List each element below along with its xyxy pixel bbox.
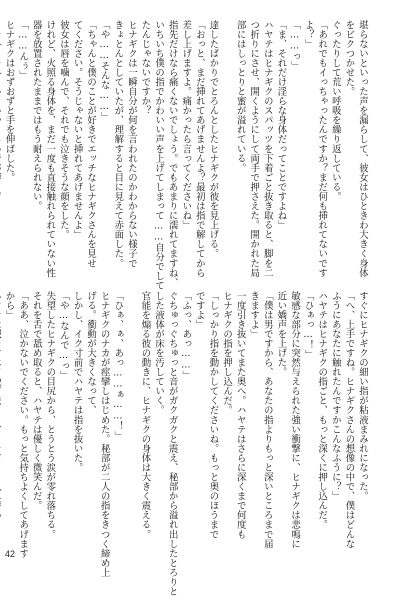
text-line: 「ちゃんと僕のことが好きでエッチなヒナギクさんを見せ xyxy=(85,20,97,269)
text-line: から」 xyxy=(3,291,15,320)
text-line: きますよ」 xyxy=(248,291,260,339)
text-line: 堪らないといった声を漏らして、彼女はひときわ大きく身体 xyxy=(357,20,368,278)
text-line xyxy=(0,20,2,275)
text-line: 「や……そんな……」 xyxy=(98,20,110,122)
text-line: 「ひぁ、ぁ、あっ……ぁ……！」 xyxy=(112,291,124,441)
text-line: 器を放置されたままではもう耐えられない。 xyxy=(30,20,42,211)
text-line: 失望したヒナギクの目尻から、とうとう涙が零れ落ちる。 xyxy=(44,291,56,540)
text-line: ぐったりして荒い呼吸を繰り返している。 xyxy=(329,20,341,202)
text-line: 部にはしっとりと蜜が溢れている。 xyxy=(234,20,246,173)
text-line xyxy=(219,20,233,275)
text-line: 一度引き抜いてまた奥へ。ハヤテはさらに深くまで何度も xyxy=(234,291,246,540)
text-line: ハヤテはヒナギクのスパッツを下着ごと抜き取ると、脚を二 xyxy=(261,20,273,278)
text-line: 差し上げますよ。痛かったら言ってくださいね」 xyxy=(180,20,192,230)
page-number: 42 xyxy=(5,549,16,559)
text-line: 「あれでもイっちゃったんですか？まだ何も挿れてないです xyxy=(316,20,328,278)
text-line: 近い嬌声を上げた。 xyxy=(275,291,287,377)
text-line: ハヤテはヒナギクの指ごと、もっと深くに押し込んだ。 xyxy=(316,291,328,530)
text-line: きょとんとしていたが、理解すると目に見えて赤面した。 xyxy=(112,20,124,269)
text-line: それを舌で舐め取ると、ハヤテは優しく微笑んだ。 xyxy=(30,291,42,511)
text-line: てください。そうじゃないと挿れてあげませんよ」 xyxy=(71,20,83,240)
text-line: 「……っ」 xyxy=(289,20,301,71)
text-line: 官能を煽る彼の動きに、ヒナギクの身体は大きく震える。 xyxy=(139,291,151,540)
text-line: よ？」 xyxy=(302,20,314,49)
text-line: ヒナギクはおずおずと手を伸ばした。 xyxy=(3,20,15,183)
text-line: 「しっかり指を動かしてくださいね。もっと奥のほうまで xyxy=(207,291,219,540)
text-line: しかし、イク寸前でハヤテは指を抜いた。 xyxy=(71,291,83,473)
text-block-top xyxy=(3,20,369,291)
text-line: 指先だけなら痛くないでしょう。でもあまりに濡れてますね、 xyxy=(166,20,178,288)
text-line: 「や…なんで…っ」 xyxy=(57,291,69,381)
text-line: 達したばかりでとろんとしたヒナギクが彼を見上げる。 xyxy=(207,20,219,259)
text-line: 「……んぅ」 xyxy=(17,20,29,81)
text-line: 「ひぁっ…！」 xyxy=(302,291,314,360)
text-line: をビクつかせた。 xyxy=(343,20,355,97)
text-line: ヒナギクは一瞬自分が何を言われたのかわからない様子で xyxy=(125,20,137,269)
text-line: ヒナギクのナカが痙攣しはじめた。秘部が二人の指をきつく締め上 xyxy=(98,291,110,578)
text-line: 「ま、それだけ淫らな身体だってことですよね」 xyxy=(275,20,287,230)
text-line: 「おっと、まだ挿れてあげませんよ？最初は指で解してから xyxy=(193,20,205,278)
text-line: 彼女は唇を噛んで、それでも泣きそうな顔をした。 xyxy=(57,20,69,240)
text-line: ヒナギクの指を押し込んだ。 xyxy=(221,291,233,416)
text-line: ふうにあなたに触れたんですかこんなふうに？」 xyxy=(329,291,341,501)
text-line: たんじゃないですか？ xyxy=(139,20,151,116)
text-line: 「ふっ、あっ……」 xyxy=(180,291,192,381)
text-line: ぐちゅっぐちゅっと音がガクガクと震え、秘部から溢れ出したとろりと xyxy=(166,291,178,596)
text-line: けれど、火照る身体を、まだ一度も直接触れられていない性 xyxy=(44,20,56,278)
text-line: 「へ、上手ですね。ヒナギクさんの想像の中で、僕はどんな xyxy=(343,291,355,549)
text-line: 「僕は男ですから、あなたの指よりもっと深いところまで届 xyxy=(261,291,273,549)
text-line: すぐにヒナギクの細い指が粘液まみれになった。 xyxy=(357,291,368,501)
text-line: げる。衝動が大きくなって、 xyxy=(85,291,97,416)
text-line xyxy=(124,291,138,543)
text-line: した液体が床を汚していく。 xyxy=(153,291,165,416)
text-line: つ折りにさせ、開くようにして両手で押さえた。開かれた局 xyxy=(248,20,260,278)
text-line: ですよ」 xyxy=(193,291,205,330)
text-line: いちいち僕の指でかわいい声を上げてしまって……自分でして xyxy=(153,20,165,291)
text-line xyxy=(0,291,2,543)
text-line: 敏感な部分に突然与えられた強い衝撃に、ヒナギクは悲鳴に xyxy=(289,291,301,549)
text-line: 「ああ、泣かないでください。もっと気持ちよくしてあげます xyxy=(17,291,29,559)
